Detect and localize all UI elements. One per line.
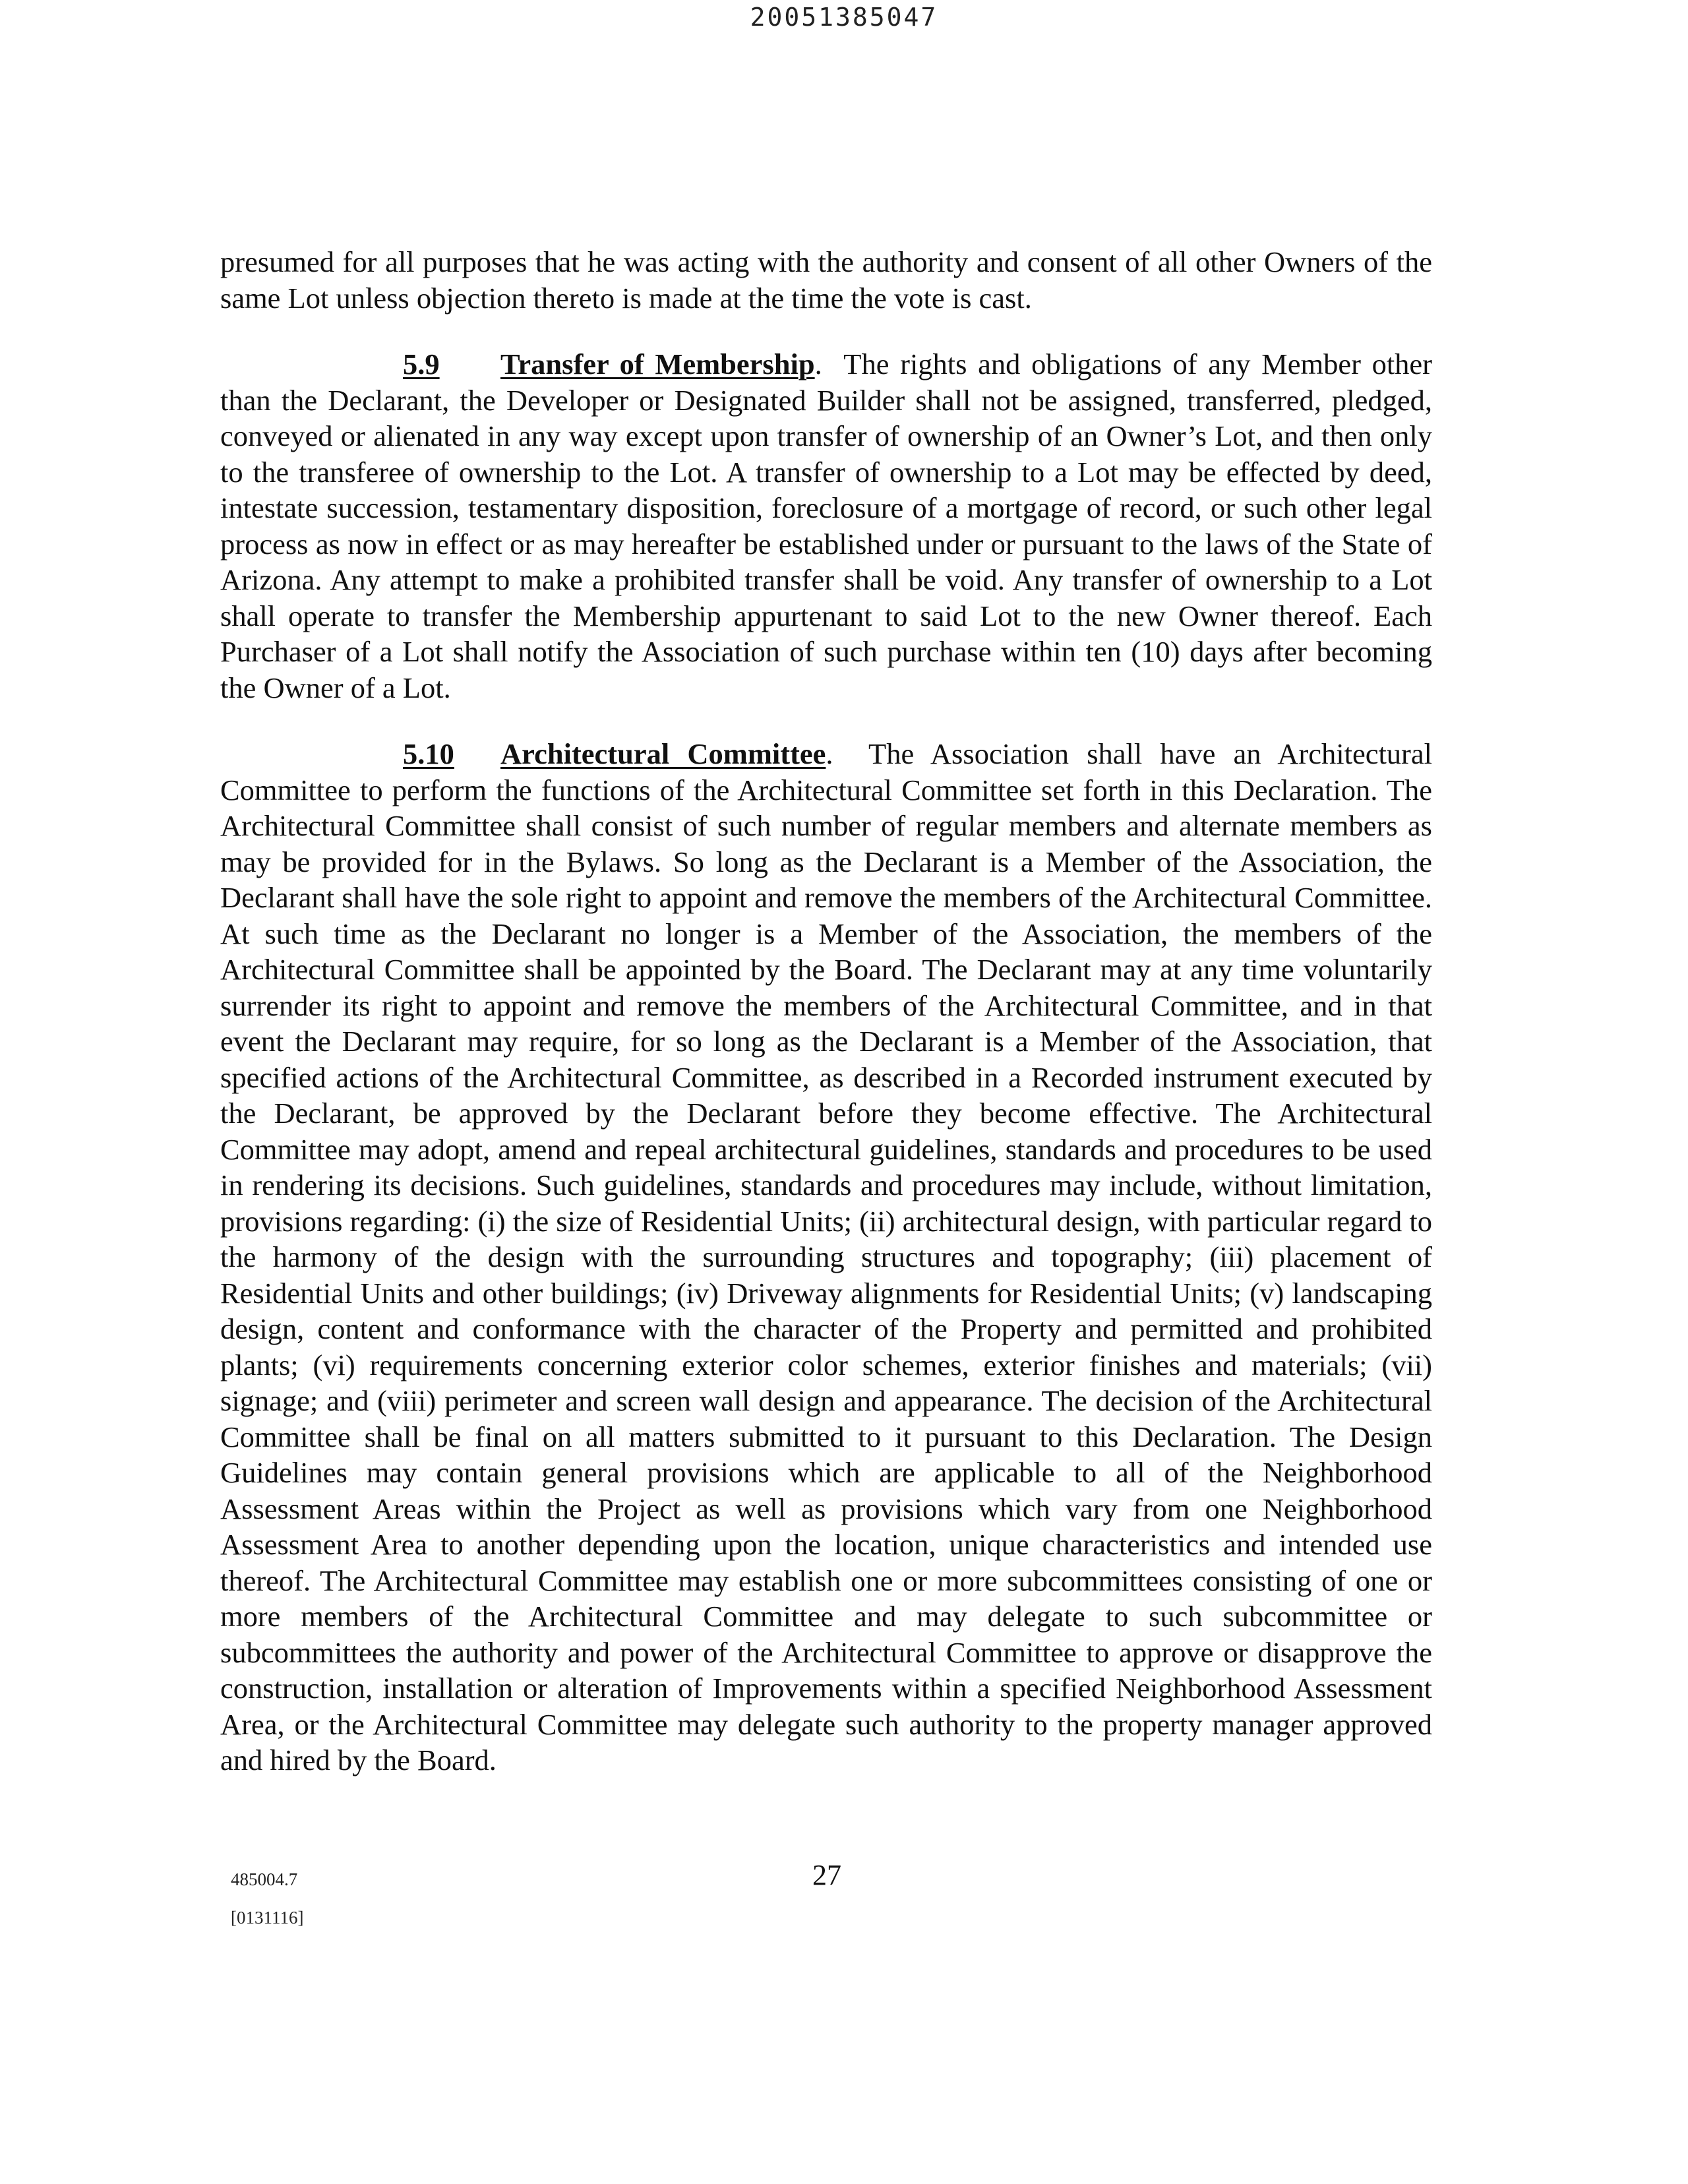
section-5-9: 5.9 Transfer of Membership. The rights and obligations of any Member other than the Declarant, the Developer or Designated Builder shall not be assigned, transferred, pledged, conveyed or alienated in any way except upon transfer of ownership of an Owner’s Lot, and then only to the transferee of ownership to the Lot. A transfer of ownership to a Lot may be effected by deed, intestate succession, testamentary disposition, foreclosure of a mortgage of record, or such other legal process as now in effect or as may hereafter be established under or pursuant to the laws of the State of Arizona. Any attempt to make a prohibited transfer shall be void. Any transfer of ownership to a Lot shall operate to transfer the Membership appurtenant to said Lot to the new Owner thereof. Each Purchaser of a Lot shall notify the Association of such purchase within ten (10) days after becoming the Owner of a Lot. (220, 348, 1433, 704)
section-text: The rights and obligations of any Member other than the Declarant, the Developer or Designated Builder shall not be assigned, transferred, pledged, conveyed or alienated in any way except upon transfer of ownership of an Owner’s Lot, and then only to the transferee of ownership to the Lot. A transfer of ownership to a Lot may be effected by deed, intestate succession, testamentary disposition, foreclosure of a mortgage of record, or such other legal process as now in effect or as may hereafter be established under or pursuant to the laws of the State of Arizona. Any attempt to make a prohibited transfer shall be void. Any transfer of ownership to a Lot shall operate to transfer the Membership appurtenant to said Lot to the new Owner thereof. Each Purchaser of a Lot shall notify the Association of such purchase within ten (10) days after becoming the Owner of a Lot. (220, 348, 1433, 704)
paragraph-spacer (220, 706, 1432, 736)
page-number: 27 (812, 1859, 841, 1891)
file-reference: [0131116] (231, 1908, 304, 1927)
paragraph-spacer (220, 316, 1432, 346)
document-body (220, 244, 1432, 1778)
section-number: 5.10 (403, 737, 454, 770)
section-title: Transfer of Membership (500, 348, 815, 380)
document-reference: 485004.7 (231, 1869, 298, 1889)
intro-paragraph: presumed for all purposes that he was acting with the authority and consent of all other Owners of the same Lot unless objection thereto is made at the time the vote is cast. (220, 245, 1432, 315)
recording-number: 20051385047 (750, 3, 938, 32)
section-5-10: 5.10 Architectural Committee. The Association shall have an Architectural Committee to perform the functions of the Architectural Committee set forth in this Declaration. The Architectural Committee shall consist of such number of regular members and alternate members as may be provided for in the Bylaws. So long as the Declarant is a Member of the Association, the Declarant shall have the sole right to appoint and remove the members of the Architectural Committee. At such time as the Declarant no longer is a Member of the Association, the members of the Architectural Committee shall be appointed by the Board. The Declarant may at any time voluntarily surrender its right to appoint and remove the members of the Architectural Committee, and in that event the Declarant may require, for so long as the Declarant is a Member of the Association, that specified actions of the Architectural Committee, as described in a Recorded instrument executed by the Declarant, be approved by the Declarant before they become effective. The Architectural Committee may adopt, amend and repeal architectural guidelines, standards and procedures to be used in rendering its decisions. Such guidelines, standards and procedures may include, without limitation, provisions regarding: (i) the size of Residential Units; (ii) architectural design, with particular regard to the harmony of the design with the surrounding structures and topography; (iii) placement of Residential Units and other buildings; (iv) Driveway alignments for Residential Units; (v) landscaping design, content and conformance with the character of the Property and permitted and prohibited plants; (vi) requirements concerning exterior color schemes, exterior finishes and materials; (vii) signage; and (viii) perimeter and screen wall design and appearance. The decision of the Architectural Committee shall be final on all matters submitted to it pursuant to this Declaration. The Design Guidelines may contain general provisions which are applicable to all of the Neighborhood Assessment Areas within the Project as well as provisions which vary from one Neighborhood Assessment Area to another depending upon the location, unique characteristics and intended use thereof. The Architectural Committee may establish one or more subcommittees consisting of one or more members of the Architectural Committee and may delegate to such subcommittee or subcommittees the authority and power of the Architectural Committee to approve or disapprove the construction, installation or alteration of Improvements within a specified Neighborhood Assessment Area, or the Architectural Committee may delegate such authority to the property manager approved and hired by the Board. (220, 737, 1432, 1776)
section-title: Architectural Committee (500, 737, 826, 770)
section-text: The Association shall have an Architectural Committee to perform the functions of the Architectural Committee set forth in this Declaration. The Architectural Committee shall consist of such number of regular members and alternate members as may be provided for in the Bylaws. So long as the Declarant is a Member of the Association, the Declarant shall have the sole right to appoint and remove the members of the Architectural Committee. At such time as the Declarant no longer is a Member of the Association, the members of the Architectural Committee shall be appointed by the Board. The Declarant may at any time voluntarily surrender its right to appoint and remove the members of the Architectural Committee, and in that event the Declarant may require, for so long as the Declarant is a Member of the Association, that specified actions of the Architectural Committee, as described in a Recorded instrument executed by the Declarant, be approved by the Declarant before they become effective. The Architectural Committee may adopt, amend and repeal architectural guidelines, standards and procedures to be used in rendering its decisions. Such guidelines, standards and procedures may include, without limitation, provisions regarding: (i) the size of Residential Units; (ii) architectural design, with particular regard to the harmony of the design with the surrounding structures and topography; (iii) placement of Residential Units and other buildings; (iv) Driveway alignments for Residential Units; (v) landscaping design, content and conformance with the character of the Property and permitted and prohibited plants; (vi) requirements concerning exterior color schemes, exterior finishes and materials; (vii) signage; and (viii) perimeter and screen wall design and appearance. The decision of the Architectural Committee shall be final on all matters submitted to it pursuant to this Declaration. The Design Guidelines may contain general provisions which are applicable to all of the Neighborhood Assessment Areas within the Project as well as provisions which vary from one Neighborhood Assessment Area to another depending upon the location, unique characteristics and intended use thereof. The Architectural Committee may establish one or more subcommittees consisting of one or more members of the Architectural Committee and may delegate to such subcommittee or subcommittees the authority and power of the Architectural Committee to approve or disapprove the construction, installation or alteration of Improvements within a specified Neighborhood Assessment Area, or the Architectural Committee may delegate such authority to the property manager approved and hired by the Board. (220, 737, 1432, 1776)
section-number: 5.9 (403, 348, 440, 380)
